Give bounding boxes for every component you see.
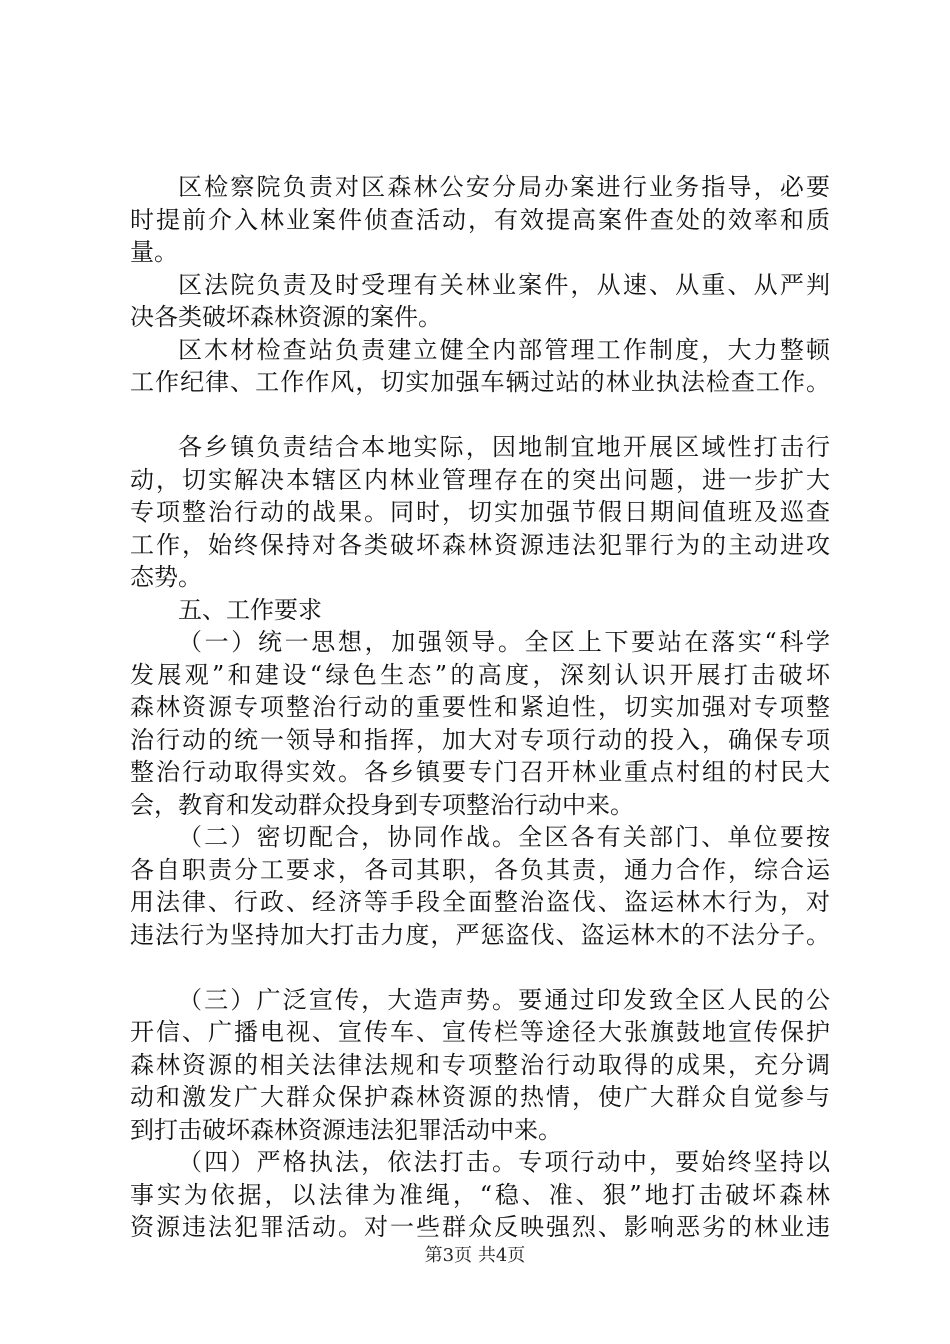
text-line: 发展观”和建设“绿色生态”的高度，深刻认识开展打击破坏	[130, 660, 830, 689]
text-line: 森林资源专项整治行动的重要性和紧迫性，切实加强对专项整	[130, 693, 830, 721]
text-line: 整治行动取得实效。各乡镇要专门召开林业重点村组的村民大	[130, 758, 830, 786]
paragraph-spacer	[130, 399, 830, 432]
page-footer: 第3页 共4页	[424, 1245, 526, 1266]
text-line: 区木材检查站负责建立健全内部管理工作制度，大力整顿	[178, 335, 830, 364]
text-line: 五、工作要求	[178, 595, 322, 624]
text-line: 时提前介入林业案件侦查活动，有效提高案件查处的效率和质	[130, 205, 830, 234]
text-line: 区法院负责及时受理有关林业案件，从速、从重、从严判	[178, 270, 830, 299]
text-line: 各自职责分工要求，各司其职，各负其责，通力合作，综合运	[130, 855, 830, 884]
paragraph-spacer	[130, 951, 830, 984]
text-line: 量。	[130, 238, 178, 266]
text-line: 动和激发广大群众保护森林资源的热情，使广大群众自觉参与	[130, 1083, 830, 1111]
text-line: 到打击破坏森林资源违法犯罪活动中来。	[130, 1115, 562, 1144]
text-line: 违法行为坚持加大打击力度，严惩盗伐、盗运林木的不法分子。	[130, 920, 830, 949]
text-line: 森林资源的相关法律法规和专项整治行动取得的成果，充分调	[130, 1050, 830, 1079]
text-line: 事实为依据，以法律为准绳，“稳、准、狠”地打击破坏森林	[130, 1180, 830, 1209]
document-body	[130, 171, 830, 1244]
text-line: （二）密切配合，协同作战。全区各有关部门、单位要按	[178, 823, 830, 851]
text-line: （四）严格执法，依法打击。专项行动中，要始终坚持以	[178, 1148, 830, 1176]
text-line: 工作，始终保持对各类破坏森林资源违法犯罪行为的主动进攻	[130, 530, 830, 559]
text-line: 各乡镇负责结合本地实际，因地制宜地开展区域性打击行	[178, 433, 830, 461]
text-line: 区检察院负责对区森林公安分局办案进行业务指导，必要	[178, 173, 830, 201]
text-line: 决各类破坏森林资源的案件。	[130, 303, 442, 331]
text-line: 动，切实解决本辖区内林业管理存在的突出问题，进一步扩大	[130, 465, 830, 494]
text-line: 工作纪律、工作作风，切实加强车辆过站的林业执法检查工作。	[130, 368, 830, 396]
text-line: 专项整治行动的战果。同时，切实加强节假日期间值班及巡查	[130, 498, 830, 526]
text-line: 治行动的统一领导和指挥，加大对专项行动的投入，确保专项	[130, 725, 830, 754]
text-line: 资源违法犯罪活动。对一些群众反映强烈、影响恶劣的林业违	[130, 1213, 830, 1241]
text-line: （一）统一思想，加强领导。全区上下要站在落实“科学	[178, 628, 830, 656]
text-line: （三）广泛宣传，大造声势。要通过印发致全区人民的公	[178, 985, 830, 1014]
text-line: 会，教育和发动群众投身到专项整治行动中来。	[130, 790, 634, 819]
text-line: 用法律、行政、经济等手段全面整治盗伐、盗运林木行为，对	[130, 888, 830, 916]
text-line: 开信、广播电视、宣传车、宣传栏等途径大张旗鼓地宣传保护	[130, 1018, 830, 1046]
text-line: 态势。	[130, 563, 202, 591]
